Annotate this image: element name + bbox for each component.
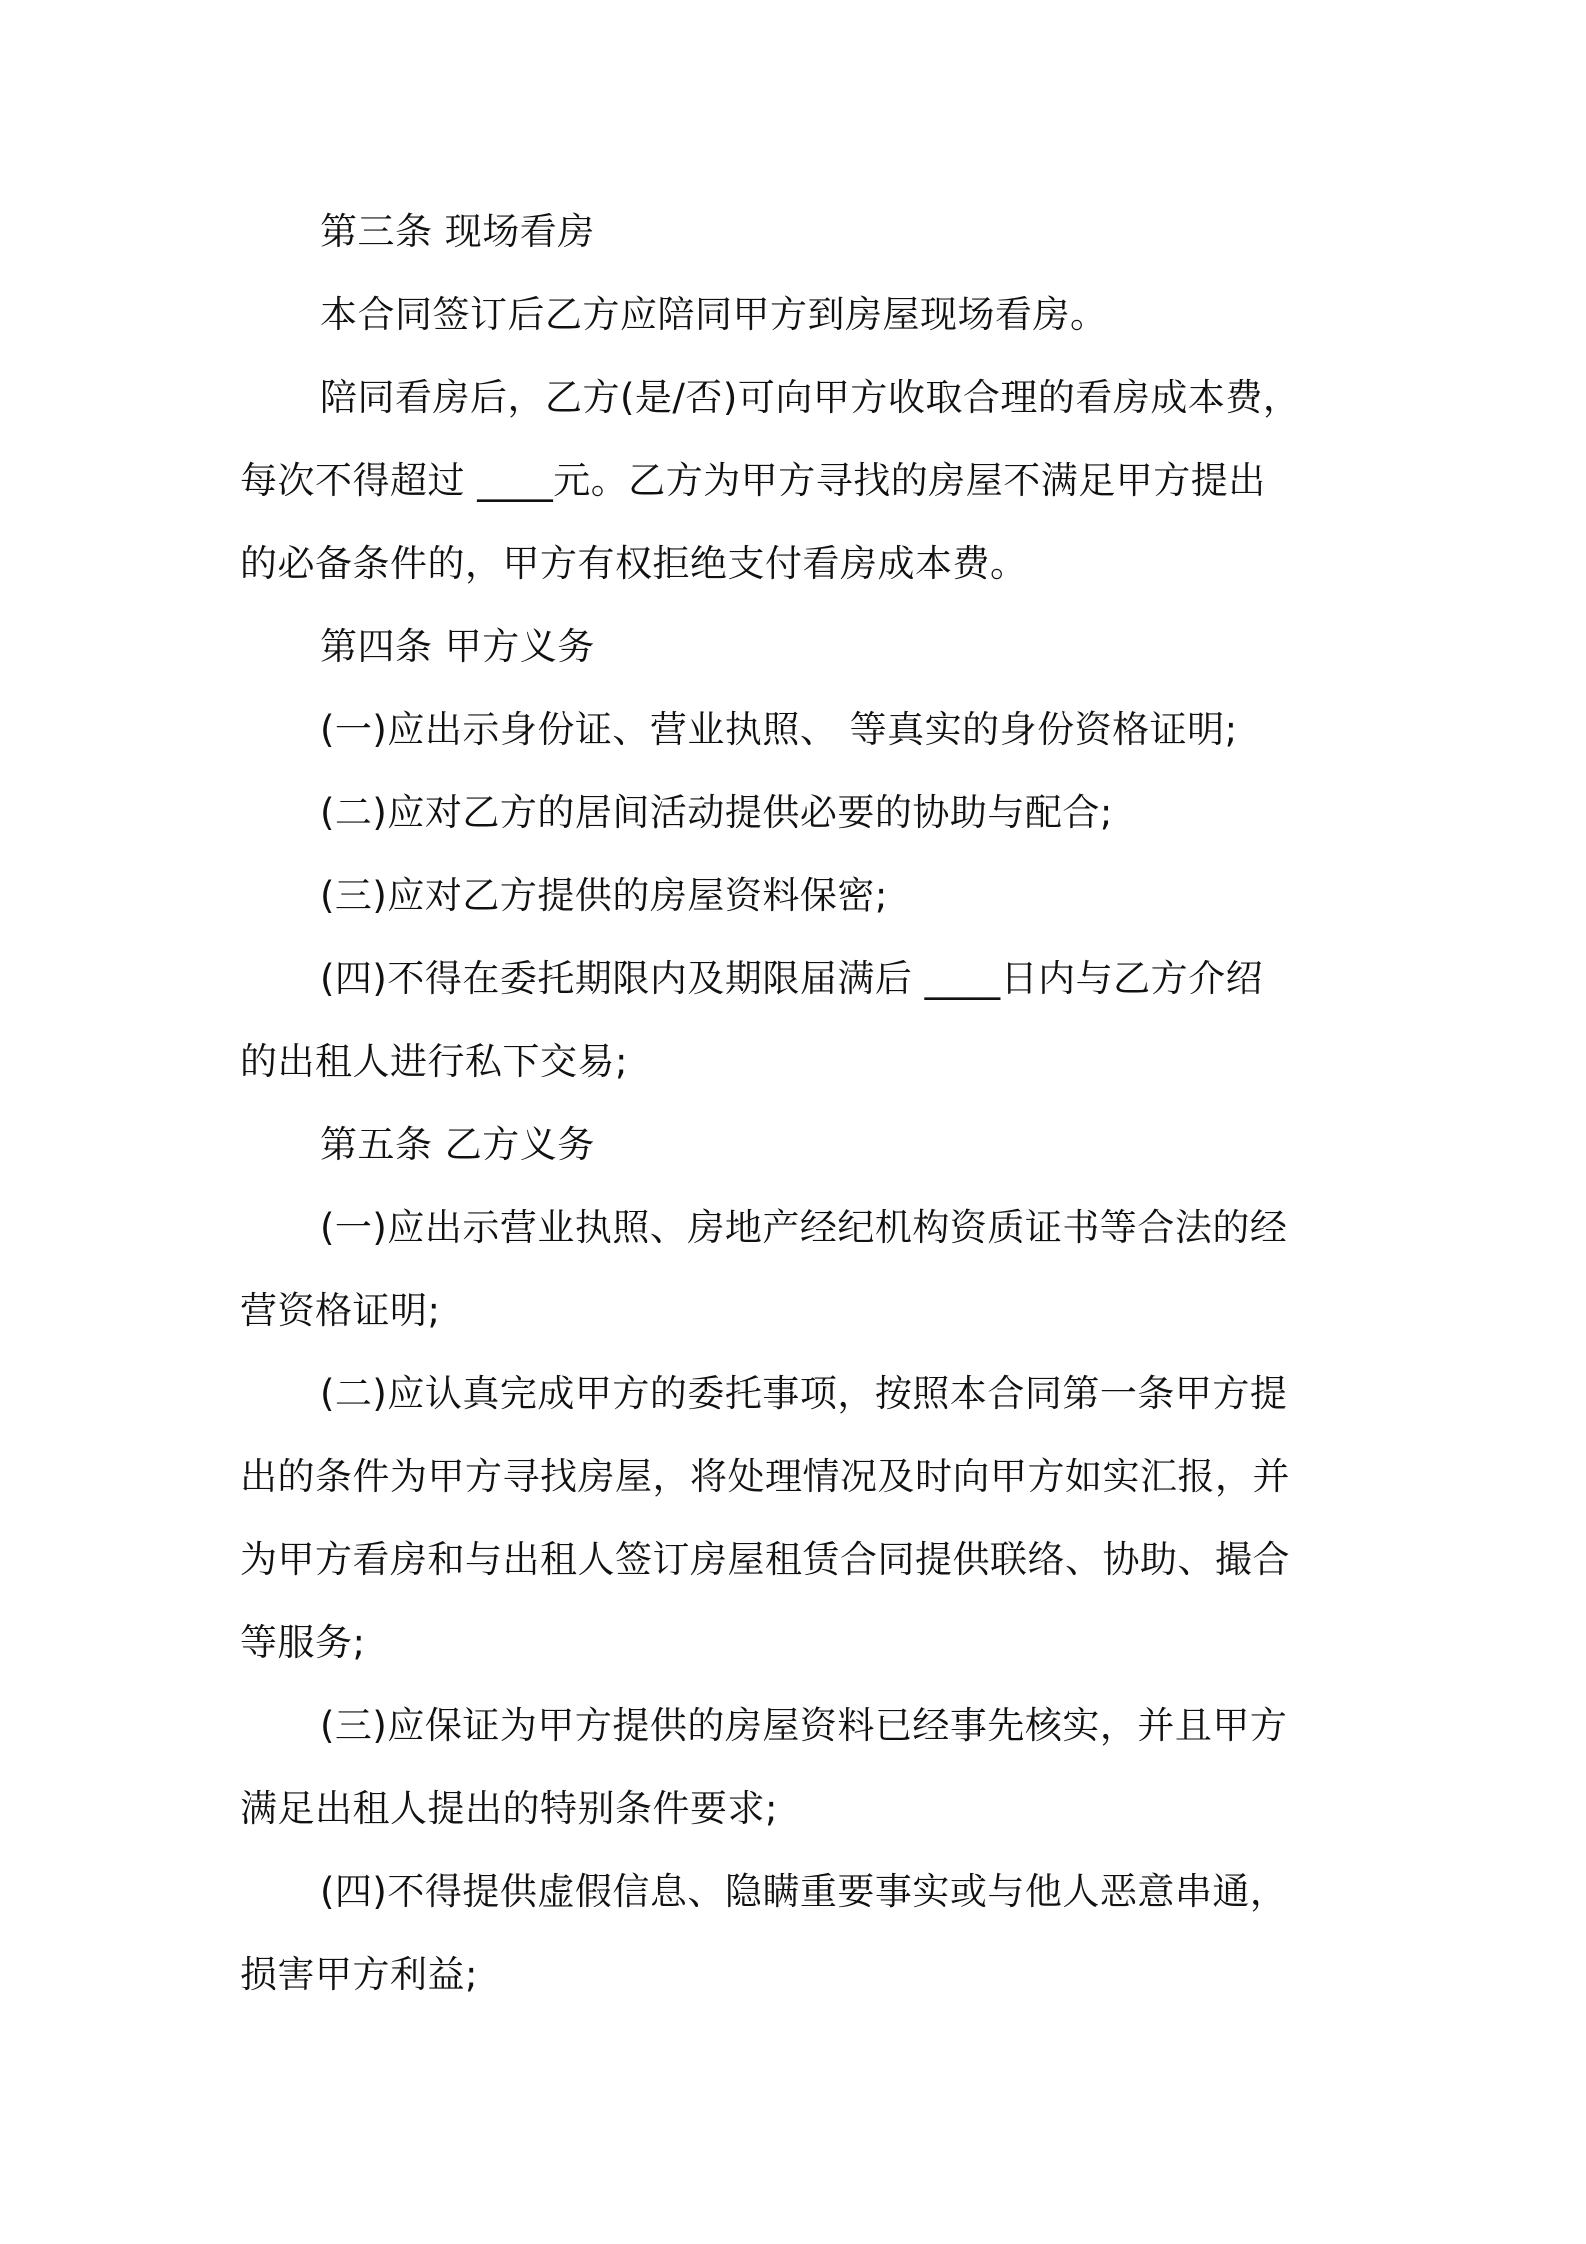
paragraph-line: 出的条件为甲方寻找房屋，将处理情况及时向甲方如实汇报，并	[240, 1455, 1290, 1498]
paragraph-line: 满足出租人提出的特别条件要求;	[240, 1787, 778, 1830]
paragraph-line: (一)应出示身份证、营业执照、 等真实的身份资格证明;	[320, 708, 1238, 751]
paragraph-line: 等服务;	[240, 1621, 366, 1664]
paragraph-line: 的必备条件的，甲方有权拒绝支付看房成本费。	[240, 542, 1028, 585]
paragraph-line: 本合同签订后乙方应陪同甲方到房屋现场看房。	[320, 293, 1108, 336]
article-5-heading: 第五条 乙方义务	[320, 1123, 595, 1166]
paragraph-line: (二)应对乙方的居间活动提供必要的协助与配合;	[320, 791, 1113, 834]
paragraph-line: 为甲方看房和与出租人签订房屋租赁合同提供联络、协助、撮合	[240, 1538, 1290, 1581]
article-3-heading: 第三条 现场看房	[320, 210, 595, 253]
paragraph-line: (四)不得在委托期限内及期限届满后 ____日内与乙方介绍	[320, 957, 1264, 1000]
paragraph-line: 陪同看房后，乙方(是/否)可向甲方收取合理的看房成本费，	[320, 376, 1301, 419]
paragraph-line: 每次不得超过 ____元。乙方为甲方寻找的房屋不满足甲方提出	[240, 459, 1266, 502]
paragraph-line: 损害甲方利益;	[240, 1953, 478, 1996]
paragraph-line: (二)应认真完成甲方的委托事项，按照本合同第一条甲方提	[320, 1372, 1288, 1415]
paragraph-line: (四)不得提供虚假信息、隐瞒重要事实或与他人恶意串通，	[320, 1870, 1288, 1913]
document-body	[240, 190, 1355, 2016]
paragraph-line: (一)应出示营业执照、房地产经纪机构资质证书等合法的经	[320, 1206, 1288, 1249]
paragraph-line: 营资格证明;	[240, 1289, 441, 1332]
article-4-heading: 第四条 甲方义务	[320, 625, 595, 668]
paragraph-line: (三)应对乙方提供的房屋资料保密;	[320, 874, 888, 917]
paragraph-line: 的出租人进行私下交易;	[240, 1040, 628, 1083]
paragraph-line: (三)应保证为甲方提供的房屋资料已经事先核实，并且甲方	[320, 1704, 1288, 1747]
